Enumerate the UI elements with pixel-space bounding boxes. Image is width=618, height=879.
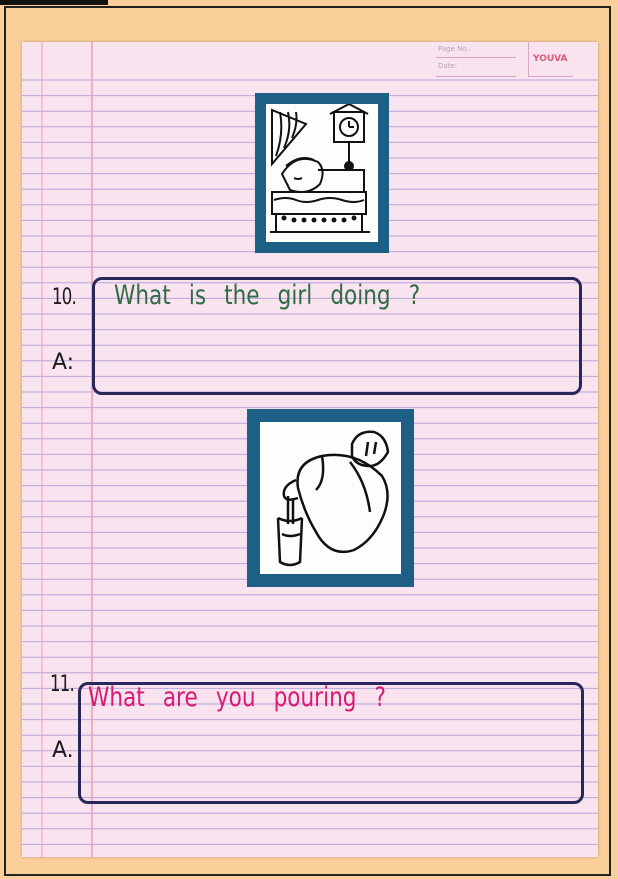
sleeping-girl-icon <box>266 104 378 242</box>
question-10-answer-label: A: <box>52 350 75 375</box>
notebook-page <box>22 42 598 857</box>
date-label: Date: <box>438 62 458 70</box>
sleeping-girl-illustration <box>266 104 378 242</box>
question-11-text: What are you pouring ? <box>88 682 386 713</box>
pouring-jug-icon <box>260 422 401 574</box>
question-11-number: 11. <box>50 672 74 697</box>
pouring-milk-illustration <box>260 422 401 574</box>
question-11-answer-label: A. <box>52 738 74 763</box>
pouring-milk-picture-card <box>247 409 414 587</box>
brand-logo-text: YOUVA <box>533 54 568 64</box>
page-header <box>436 42 538 78</box>
brand-logo <box>528 42 573 77</box>
sleeping-girl-picture-card <box>255 93 389 253</box>
page-no-label: Page No.: <box>438 45 472 53</box>
question-10-text: What is the girl doing ? <box>114 280 421 311</box>
question-10-number: 10. <box>52 285 76 310</box>
top-rule <box>0 0 108 5</box>
